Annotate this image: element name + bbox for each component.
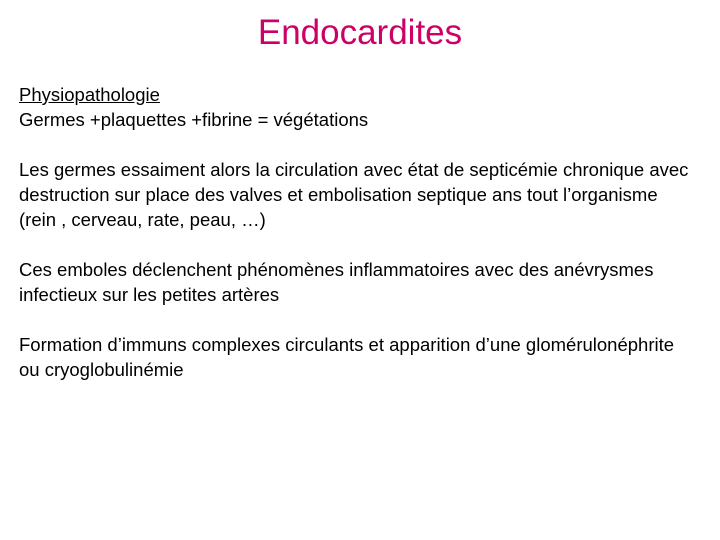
- section-heading: Physiopathologie: [19, 84, 160, 105]
- slide-title: Endocardites: [257, 13, 463, 52]
- slide-content: [19, 82, 699, 382]
- spacer: [19, 307, 699, 332]
- paragraph-vegetations: Germes +plaquettes +fibrine = végétations: [19, 109, 369, 130]
- spacer: [19, 132, 699, 157]
- paragraph-emboli: Ces emboles déclenchent phénomènes inflammatoires avec des anévrysmes infectieux sur les petites artères: [19, 259, 654, 305]
- paragraph-immune-complexes: Formation d’immuns complexes circulants et apparition d’une glomérulonéphrite ou cryoglobulinémie: [19, 334, 675, 380]
- spacer: [19, 232, 699, 257]
- paragraph-septicemia: Les germes essaiment alors la circulation avec état de septicémie chronique avec destruction sur place des valves et embolisation septique ans tout l’organisme (rein , cerveau, rate, peau, …): [19, 159, 689, 230]
